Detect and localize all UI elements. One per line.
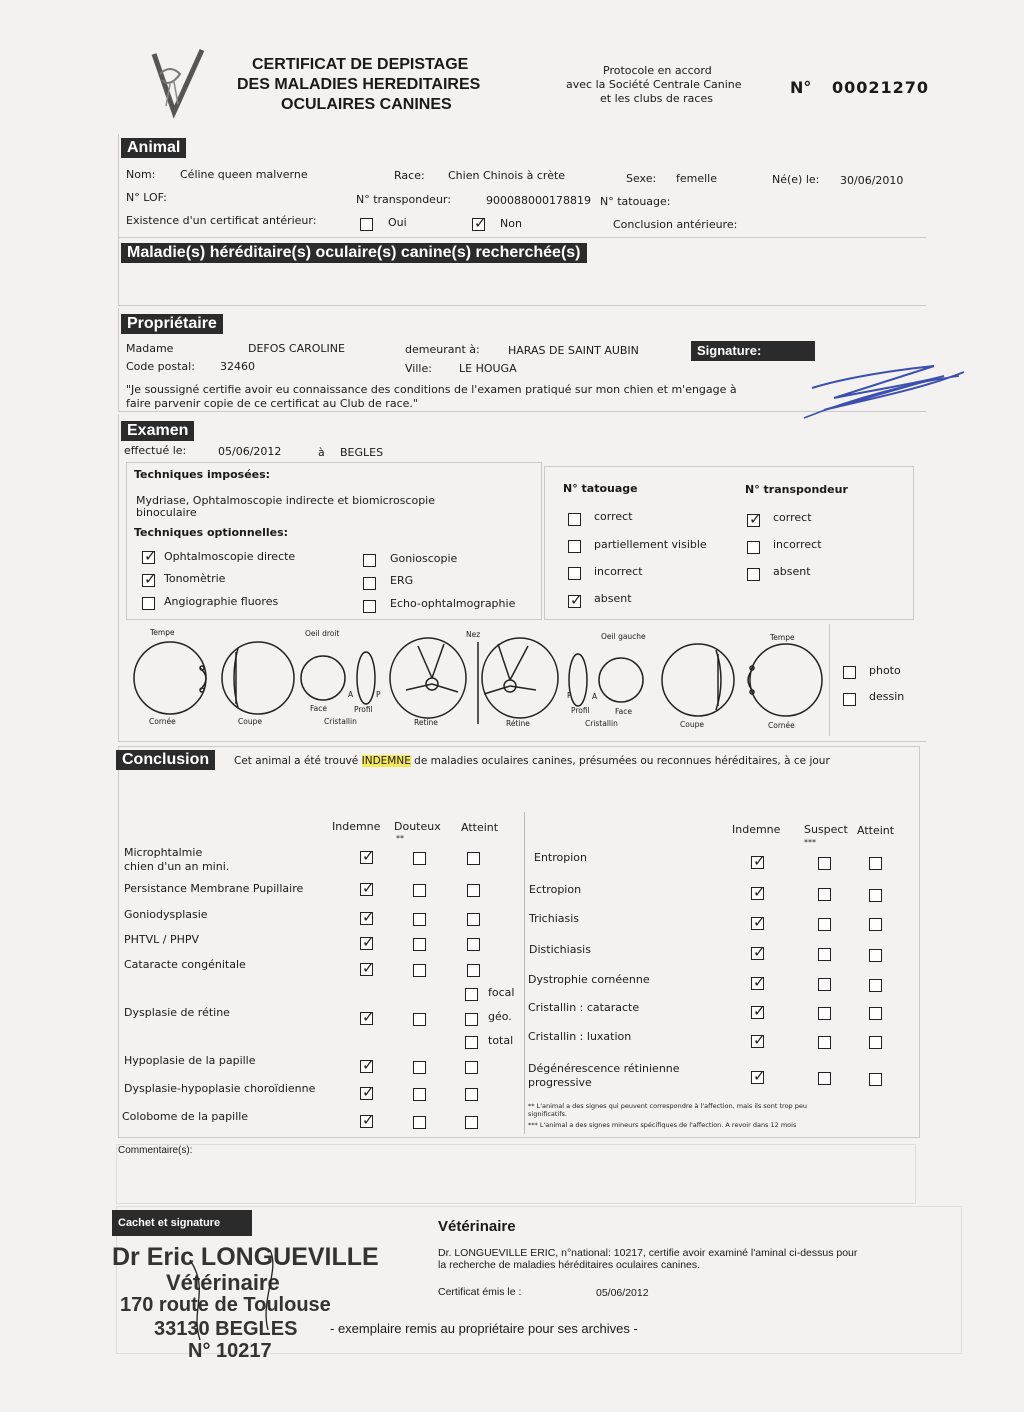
exam-date: 05/06/2012 [218, 445, 282, 458]
opt-erg-checkbox[interactable] [363, 577, 376, 590]
note-douteux: ** L'animal a des signes qui peuvent correspondre à l'affection, mais ils sont trop peu [528, 1102, 807, 1110]
conclusion-section-title: Conclusion [116, 750, 215, 770]
a-left: A [348, 690, 354, 699]
tat-partiel-checkbox[interactable] [568, 540, 581, 553]
maladie-section-title: Maladie(s) héréditaire(s) oculaire(s) canine(s) recherchée(s) [121, 243, 587, 263]
conclusion-indemne-highlight: INDEMNE [361, 755, 411, 767]
tr-incorrect-label: incorrect [773, 538, 822, 551]
opt-echo-checkbox[interactable] [363, 600, 376, 613]
non-checkbox[interactable] [472, 218, 485, 231]
cristallin-right: Cristallin [585, 719, 618, 728]
transpondeur-label: N° transpondeur: [356, 193, 451, 206]
transpondeur-title: N° transpondeur [745, 483, 848, 496]
opt-tonometrie-checkbox[interactable] [142, 574, 155, 587]
examen-section-title: Examen [121, 421, 194, 441]
entropion-indemne[interactable] [751, 856, 764, 869]
opt-angiographie-label: Angiographie fluores [164, 595, 279, 608]
protocol-line-3: et les clubs de races [600, 92, 713, 105]
distichiasis-indemne[interactable] [751, 947, 764, 960]
title-line-3: OCULAIRES CANINES [281, 96, 452, 113]
nez-label: Nez [466, 630, 481, 639]
sexe-label: Sexe: [626, 172, 657, 185]
opt-ophtalmoscopie-checkbox[interactable] [142, 551, 155, 564]
microphtalmie-indemne[interactable] [360, 851, 373, 864]
pmp-atteint[interactable] [467, 884, 480, 897]
hypoplasie-indemne[interactable] [360, 1060, 373, 1073]
choroidienne-atteint[interactable] [465, 1088, 478, 1101]
pmp-douteux[interactable] [413, 884, 426, 897]
conclusion-frame [118, 746, 920, 1138]
dystrophie-indemne[interactable] [751, 977, 764, 990]
choroidienne-douteux[interactable] [413, 1088, 426, 1101]
veterinaire-text-1: Dr. LONGUEVILLE ERIC, n°national: 10217, certifie avoir examiné l'aminal ci-dessus pour [438, 1247, 858, 1259]
oeil-gauche-label: Oeil gauche [601, 632, 646, 641]
colobome-douteux[interactable] [413, 1116, 426, 1129]
a-right: A [592, 692, 598, 701]
cristallin-cataracte-indemne[interactable] [751, 1006, 764, 1019]
ville-value: LE HOUGA [459, 362, 517, 375]
microphtalmie-atteint[interactable] [467, 852, 480, 865]
distichiasis-suspect[interactable] [818, 948, 831, 961]
title-line-2: DES MALADIES HEREDITAIRES [237, 76, 481, 93]
race-value: Chien Chinois à crète [448, 169, 566, 182]
emis-label: Certificat émis le : [438, 1286, 522, 1298]
a-label: à [318, 446, 325, 459]
face-right: Face [615, 707, 632, 716]
retine-geo-checkbox[interactable] [465, 1013, 478, 1026]
face-left: Face [310, 704, 327, 713]
race-label: Race: [394, 169, 425, 182]
signature-label: Signature: [691, 341, 815, 361]
photo-label: photo [869, 664, 901, 677]
tr-absent-label: absent [773, 565, 811, 578]
declaration-line-1: "Je soussigné certifie avoir eu connaissance des conditions de l'examen pratiqué sur mon chien et m'engage à [126, 383, 737, 396]
photo-checkbox[interactable] [843, 666, 856, 679]
proprietaire-nom: DEFOS CAROLINE [248, 342, 345, 355]
conclusion-text [234, 755, 830, 767]
certificate-number: 00021270 [832, 78, 930, 97]
dysplasie-retine-douteux[interactable] [413, 1013, 426, 1026]
commentaires-field[interactable] [120, 1162, 910, 1200]
commentaires-label: Commentaire(s): [118, 1145, 193, 1156]
cristallin-cataracte-atteint[interactable] [869, 1007, 882, 1020]
phtvl-atteint[interactable] [467, 938, 480, 951]
title-line-1: CERTIFICAT DE DEPISTAGE [252, 56, 469, 73]
ne-label: Né(e) le: [772, 173, 820, 186]
goniodysplasie-atteint[interactable] [467, 913, 480, 926]
tat-absent-label: absent [594, 592, 632, 605]
demeurant-label: demeurant à: [405, 343, 480, 356]
tat-absent-checkbox[interactable] [568, 595, 581, 608]
cristallin-luxation-atteint[interactable] [869, 1036, 882, 1049]
row-cristallin-luxation-label: Cristallin : luxation [528, 1030, 632, 1043]
choroidienne-indemne[interactable] [360, 1087, 373, 1100]
cristallin-left: Cristallin [324, 717, 357, 726]
emis-date: 05/06/2012 [596, 1287, 649, 1299]
row-dystrophie-label: Dystrophie cornéenne [528, 973, 650, 986]
sexe-value: femelle [676, 172, 718, 185]
tat-correct-label: correct [594, 510, 633, 523]
animal-section-title: Animal [121, 138, 186, 158]
phtvl-douteux[interactable] [413, 938, 426, 951]
row-pra-label: Dégénérescence rétinienne [528, 1062, 680, 1075]
row-microphtalmie-label: Microphtalmie [124, 846, 203, 859]
tatouage-title: N° tatouage [563, 482, 638, 495]
trichiasis-suspect[interactable] [818, 918, 831, 931]
tatouage-label: N° tatouage: [600, 195, 671, 208]
row-ectropion-label: Ectropion [529, 883, 582, 896]
retine-geo-label: géo. [488, 1010, 512, 1023]
cristallin-luxation-indemne[interactable] [751, 1035, 764, 1048]
opt-gonioscopie-checkbox[interactable] [363, 554, 376, 567]
conclusion-anterieure-label: Conclusion antérieure: [613, 218, 738, 231]
ville-label: Ville: [405, 362, 432, 375]
retine-focal-checkbox[interactable] [465, 988, 478, 1001]
tat-correct-checkbox[interactable] [568, 513, 581, 526]
declaration-line-2: faire parvenir copie de ce certificat au Club de race." [126, 397, 418, 410]
tat-incorrect-label: incorrect [594, 565, 643, 578]
row-pra-label2: progressive [528, 1076, 592, 1089]
tat-incorrect-checkbox[interactable] [568, 567, 581, 580]
non-label: Non [500, 217, 522, 230]
tempe-right: Tempe [770, 633, 795, 642]
profil-right: Profil [571, 706, 590, 715]
ne-value: 30/06/2010 [840, 174, 904, 187]
transpondeur-value: 900088000178819 [486, 194, 591, 207]
cristallin-luxation-suspect[interactable] [818, 1036, 831, 1049]
profil-left: Profil [354, 705, 373, 714]
cornee-right: Cornée [768, 721, 795, 730]
cachet-label: Cachet et signature [112, 1210, 252, 1236]
ectropion-indemne[interactable] [751, 887, 764, 900]
stamp-line-5: N° 10217 [188, 1340, 272, 1362]
pra-atteint[interactable] [869, 1073, 882, 1086]
p-left: P [376, 690, 381, 699]
row-cataracte-label: Cataracte congénitale [124, 958, 246, 971]
hypoplasie-atteint[interactable] [465, 1061, 478, 1074]
colobome-atteint[interactable] [465, 1116, 478, 1129]
goniodysplasie-douteux[interactable] [413, 913, 426, 926]
row-pmp-label: Persistance Membrane Pupillaire [124, 882, 304, 895]
oeil-droit-label: Oeil droit [305, 629, 340, 638]
stamp-line-2: Vétérinaire [166, 1270, 280, 1295]
right-header-indemne: Indemne [732, 823, 781, 836]
logo [140, 44, 216, 120]
dystrophie-atteint[interactable] [869, 979, 882, 992]
distichiasis-atteint[interactable] [869, 949, 882, 962]
opt-erg-label: ERG [390, 574, 414, 587]
right-header-stars: *** [804, 838, 816, 847]
number-label: N° [790, 78, 812, 97]
microphtalmie-douteux[interactable] [413, 852, 426, 865]
cp-label: Code postal: [126, 360, 195, 373]
existence-label: Existence d'un certificat antérieur: [126, 214, 317, 227]
note-suspect: *** L'animal a des signes mineurs spécifiques de l'affection. A revoir dans 12 mois [528, 1121, 797, 1129]
row-trichiasis-label: Trichiasis [529, 912, 580, 925]
ectropion-suspect[interactable] [818, 888, 831, 901]
imposees-line-2: binoculaire [136, 506, 197, 519]
colobome-indemne[interactable] [360, 1115, 373, 1128]
hypoplasie-douteux[interactable] [413, 1061, 426, 1074]
oui-checkbox[interactable] [360, 218, 373, 231]
tr-correct-label: correct [773, 511, 812, 524]
left-header-stars: ** [396, 834, 404, 843]
dysplasie-retine-indemne[interactable] [360, 1012, 373, 1025]
opt-angiographie-checkbox[interactable] [142, 597, 155, 610]
conclusion-text-after: de maladies oculaires canines, présumées ou reconnues héréditaires, à ce jour [410, 755, 830, 767]
retine-total-label: total [488, 1034, 514, 1047]
retine-focal-label: focal [488, 986, 515, 999]
pra-indemne[interactable] [751, 1071, 764, 1084]
nom-label: Nom: [126, 168, 156, 181]
pmp-indemne[interactable] [360, 883, 373, 896]
exam-lieu: BEGLES [340, 446, 384, 459]
tr-absent-checkbox[interactable] [747, 568, 760, 581]
left-header-atteint: Atteint [461, 821, 499, 834]
cataracte-indemne[interactable] [360, 963, 373, 976]
tat-partiel-label: partiellement visible [594, 538, 707, 551]
veterinaire-text-2: la recherche de maladies héréditaires oculaires canines. [438, 1259, 701, 1271]
row-phtvl-label: PHTVL / PHPV [124, 933, 200, 946]
dessin-label: dessin [869, 690, 905, 703]
opt-ophtalmoscopie-label: Ophtalmoscopie directe [164, 550, 296, 563]
note-douteux-2: significatifs. [528, 1110, 567, 1118]
right-header-suspect: Suspect [804, 823, 848, 836]
trichiasis-indemne[interactable] [751, 917, 764, 930]
tr-incorrect-checkbox[interactable] [747, 541, 760, 554]
stamp-line-1: Dr Eric LONGUEVILLE [112, 1243, 379, 1271]
civilite: Madame [126, 342, 174, 355]
optionnelles-label: Techniques optionnelles: [134, 526, 289, 539]
right-header-atteint: Atteint [857, 824, 895, 837]
cataracte-atteint[interactable] [467, 964, 480, 977]
row-distichiasis-label: Distichiasis [529, 943, 591, 956]
footer-note: - exemplaire remis au propriétaire pour ses archives - [330, 1321, 638, 1336]
nom-value: Céline queen malverne [180, 168, 308, 181]
stamp-line-3: 170 route de Toulouse [120, 1294, 331, 1316]
left-header-douteux: Douteux [394, 820, 441, 833]
stamp-line-4: 33130 BEGLES [154, 1318, 298, 1340]
row-cristallin-cataracte-label: Cristallin : cataracte [528, 1001, 640, 1014]
cristallin-cataracte-suspect[interactable] [818, 1007, 831, 1020]
coupe-left: Coupe [238, 717, 262, 726]
row-hypoplasie-label: Hypoplasie de la papille [124, 1054, 256, 1067]
dessin-checkbox[interactable] [843, 693, 856, 706]
dystrophie-suspect[interactable] [818, 978, 831, 991]
opt-tonometrie-label: Tonomètrie [164, 572, 226, 585]
entropion-atteint[interactable] [869, 857, 882, 870]
left-header-indemne: Indemne [332, 820, 381, 833]
tempe-left: Tempe [150, 628, 175, 637]
opt-echo-label: Echo-ophtalmographie [390, 597, 516, 610]
cp-value: 32460 [220, 360, 255, 373]
cornee-left: Cornée [149, 717, 176, 726]
row-colobome-label: Colobome de la papille [122, 1110, 249, 1123]
retine-left: Retine [414, 718, 438, 727]
oui-label: Oui [388, 216, 407, 229]
opt-gonioscopie-label: Gonioscopie [390, 552, 458, 565]
coupe-right: Coupe [680, 720, 704, 729]
p-right: P [567, 691, 572, 700]
imposees-label: Techniques imposées: [134, 468, 271, 481]
protocol-line-1: Protocole en accord [603, 64, 712, 77]
row-goniodysplasie-label: Goniodysplasie [124, 908, 208, 921]
phtvl-indemne[interactable] [360, 937, 373, 950]
imposees-line-1: Mydriase, Ophtalmoscopie indirecte et biomicroscopie [136, 494, 436, 507]
goniodysplasie-indemne[interactable] [360, 912, 373, 925]
proprietaire-section-title: Propriétaire [121, 314, 223, 334]
row-microphtalmie-label2: chien d'un an mini. [124, 860, 230, 873]
retine-total-checkbox[interactable] [465, 1036, 478, 1049]
row-entropion-label: Entropion [534, 851, 587, 864]
effectue-label: effectué le: [124, 444, 187, 457]
conclusion-divider [524, 812, 525, 1134]
eye-diagram [118, 624, 830, 736]
entropion-suspect[interactable] [818, 857, 831, 870]
trichiasis-atteint[interactable] [869, 918, 882, 931]
pra-suspect[interactable] [818, 1072, 831, 1085]
row-choroidienne-label: Dysplasie-hypoplasie choroïdienne [124, 1082, 316, 1095]
lof-label: N° LOF: [126, 191, 167, 204]
conclusion-text-before: Cet animal a été trouvé [234, 755, 362, 767]
demeurant-value: HARAS DE SAINT AUBIN [508, 344, 639, 357]
ectropion-atteint[interactable] [869, 889, 882, 902]
protocol-line-2: avec la Société Centrale Canine [566, 78, 742, 91]
row-dysplasie-retine-label: Dysplasie de rétine [124, 1006, 230, 1019]
veterinaire-title: Vétérinaire [438, 1218, 516, 1235]
tr-correct-checkbox[interactable] [747, 514, 760, 527]
cataracte-douteux[interactable] [413, 964, 426, 977]
retine-right: Rétine [506, 719, 530, 728]
